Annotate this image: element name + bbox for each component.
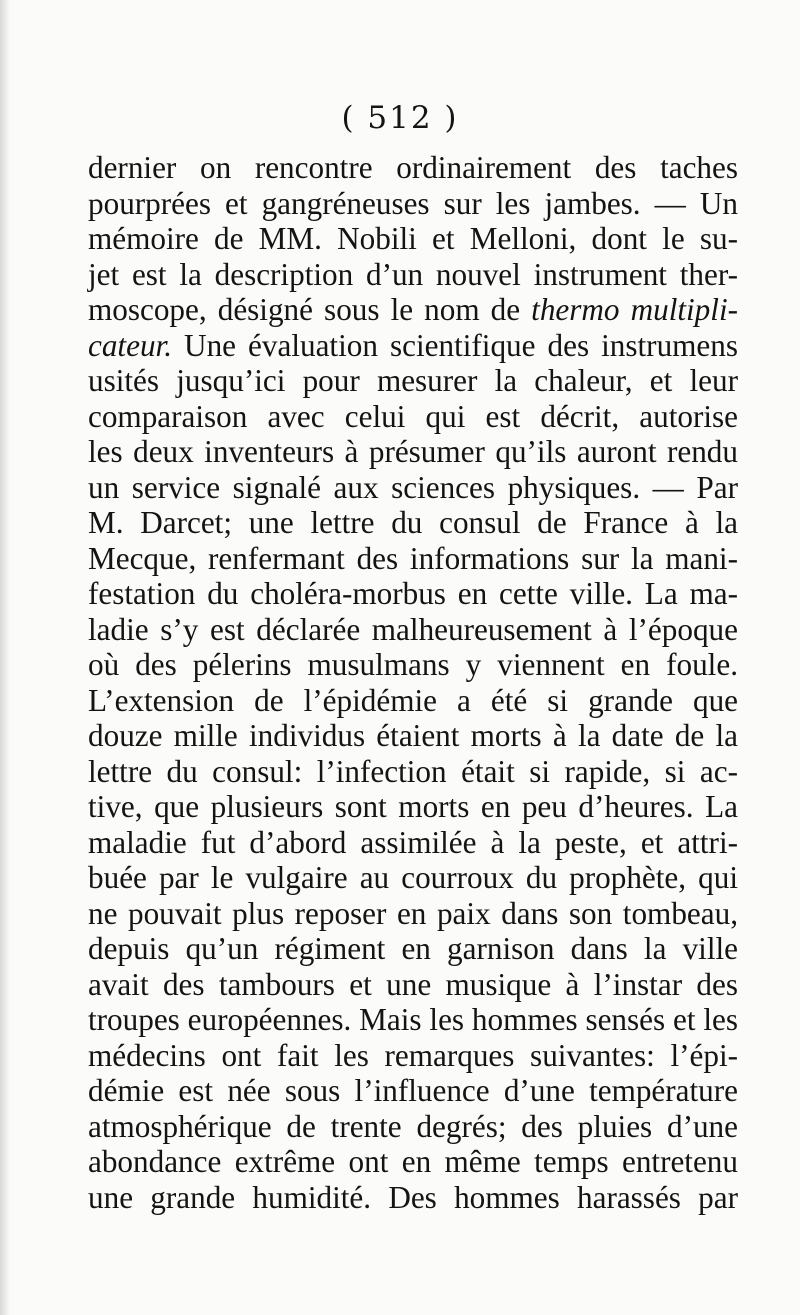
text-segment: douze mille individus étaient morts à la date de la (88, 718, 738, 753)
text-segment: pourprées et gangréneuses sur les jambes. — Un (88, 185, 738, 221)
text-line (88, 1002, 738, 1038)
text-line (88, 399, 738, 435)
text-segment: mémoire de MM. Nobili et Melloni, dont le su- (88, 221, 738, 256)
text-segment: démie est née sous l’influence d’une température (88, 1073, 738, 1108)
text-segment: troupes européennes. Mais les hommes sensés et les (88, 1002, 738, 1037)
text-line (88, 1038, 738, 1074)
text-segment: atmosphérique de trente degrés; des pluies d’une (88, 1108, 738, 1144)
text-segment: usités jusqu’ici pour mesurer la chaleur, et leur (88, 363, 738, 398)
text-line (88, 434, 738, 470)
text-segment: tive, que plusieurs sont morts en peu d’heures. La (88, 789, 738, 824)
text-line (88, 1144, 738, 1180)
text-segment: comparaison avec celui qui est décrit, autorise (88, 398, 738, 434)
text-segment: maladie fut d’abord assimilée à la peste, et attri- (88, 824, 738, 860)
text-segment: M. Darcet; une lettre du consul de France à la (88, 505, 738, 540)
scan-edge (0, 0, 10, 1315)
text-segment: buée par le vulgaire au courroux du prophète, qui (88, 860, 738, 895)
text-segment: Une évaluation scientifique des instrumens (172, 327, 738, 363)
text-line (88, 1109, 738, 1145)
text-line (88, 328, 738, 364)
text-line (88, 647, 738, 683)
text-line (88, 789, 738, 825)
italic-text: thermo multipli- (531, 292, 738, 327)
text-line (88, 186, 738, 222)
text-line (88, 541, 738, 577)
text-segment: L’extension de l’épidémie a été si grande que (88, 682, 738, 718)
text-line (88, 1073, 738, 1109)
body-text (88, 150, 738, 1215)
text-line (88, 754, 738, 790)
text-segment: ne pouvait plus reposer en paix dans son tombeau, (88, 895, 738, 931)
text-segment: Mecque, renfermant des informations sur la mani- (88, 540, 738, 576)
text-line (88, 1180, 738, 1216)
text-segment: ladie s’y est déclarée malheureusement à l’époque (88, 611, 738, 647)
text-segment: moscope, désigné sous le nom de (88, 292, 532, 327)
text-line (88, 967, 738, 1003)
text-segment: lettre du consul: l’infection était si rapide, si ac- (88, 753, 738, 789)
text-line (88, 150, 738, 186)
text-line (88, 470, 738, 506)
text-segment: les deux inventeurs à présumer qu’ils auront rendu (88, 434, 738, 469)
text-segment: où des pélerins musulmans y viennent en foule. (88, 647, 738, 682)
italic-text: cateur. (88, 327, 173, 363)
text-line (88, 505, 738, 541)
page-number: ( 512 ) (341, 100, 459, 136)
text-line (88, 292, 738, 328)
text-line (88, 718, 738, 754)
text-line (88, 612, 738, 648)
text-line (88, 896, 738, 932)
text-segment: jet est la description d’un nouvel instrument ther- (88, 256, 738, 292)
text-segment: abondance extrême ont en même temps entretenu (88, 1144, 738, 1179)
text-line (88, 363, 738, 399)
text-segment: un service signalé aux sciences physiques. — Par (88, 469, 738, 505)
text-segment: une grande humidité. Des hommes harassés par (88, 1179, 738, 1215)
text-segment: dernier on rencontre ordinairement des taches (88, 150, 738, 185)
text-line (88, 931, 738, 967)
text-line (88, 576, 738, 612)
text-line (88, 825, 738, 861)
text-line (88, 683, 738, 719)
text-segment: médecins ont fait les remarques suivantes: l’épi- (88, 1037, 738, 1073)
text-line (88, 221, 738, 257)
text-segment: avait des tambours et une musique à l’instar des (88, 966, 738, 1002)
text-line (88, 257, 738, 293)
text-segment: festation du choléra-morbus en cette ville. La ma- (88, 576, 738, 611)
text-segment: depuis qu’un régiment en garnison dans la ville (88, 931, 738, 966)
text-line (88, 860, 738, 896)
